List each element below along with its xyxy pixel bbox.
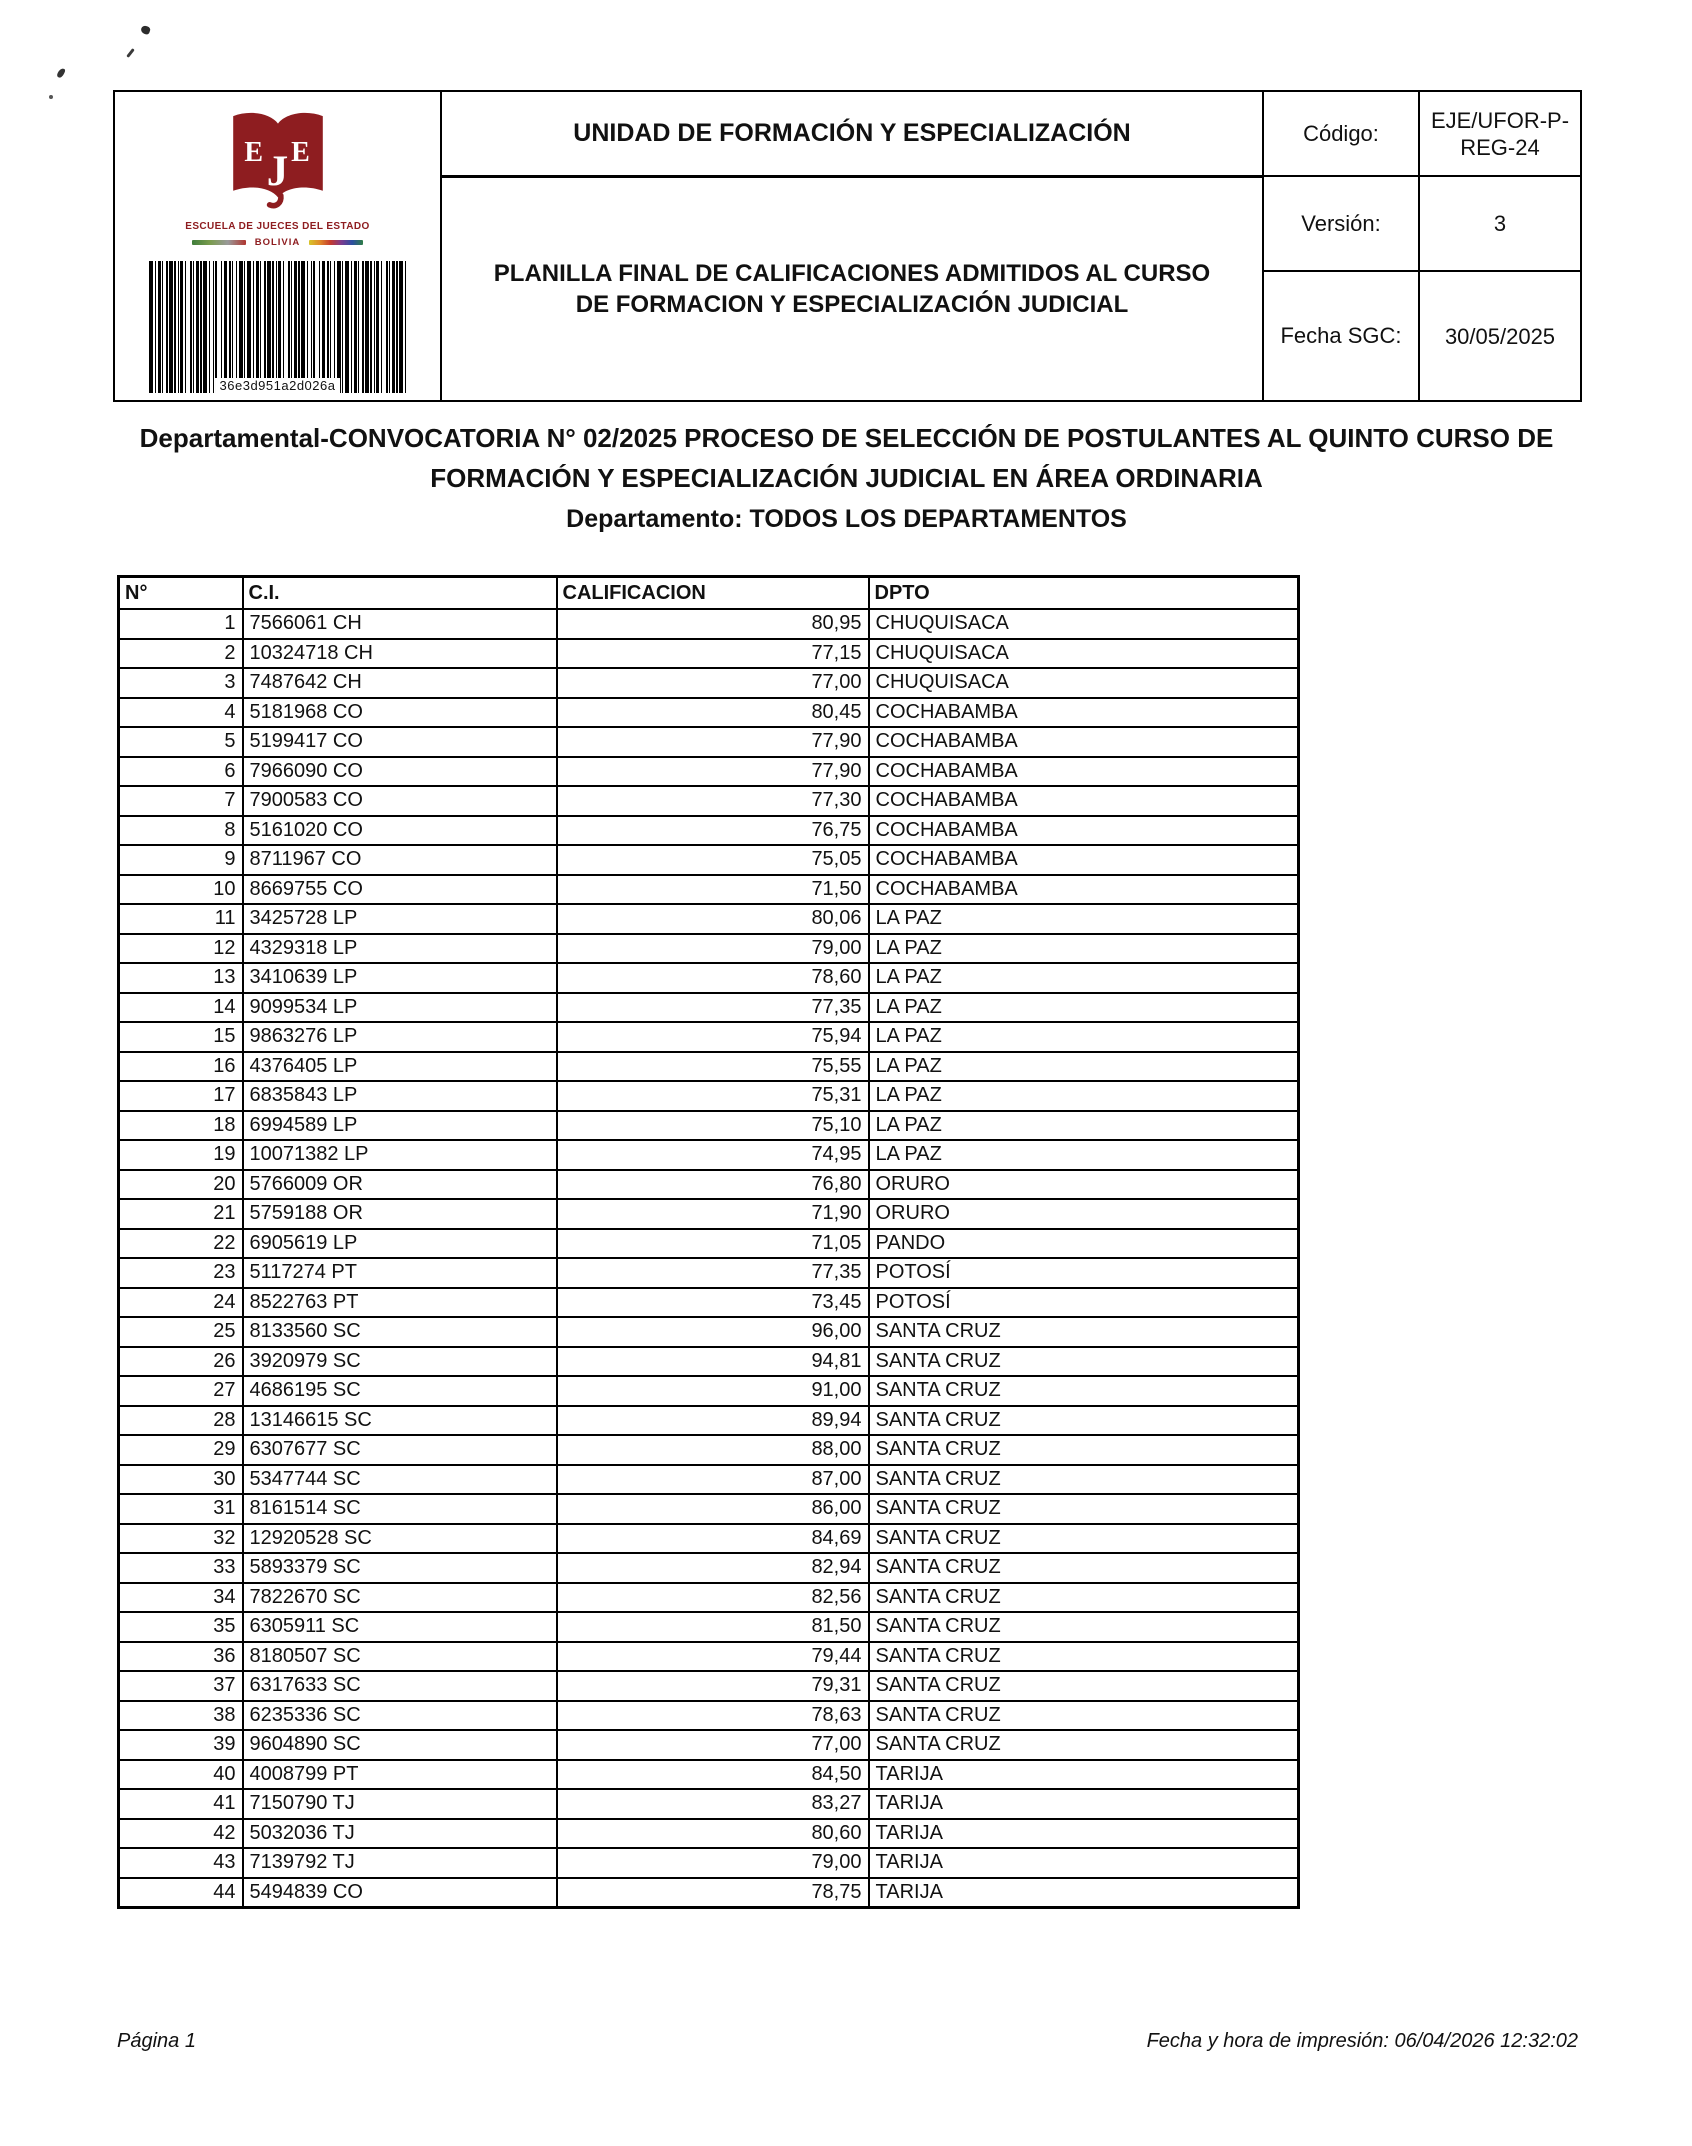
cell-num: 6 (119, 757, 243, 787)
table-row (119, 1789, 1299, 1819)
table-row (119, 1229, 1299, 1259)
cell-dpto: ORURO (869, 1170, 1299, 1200)
cell-ci: 9863276 LP (243, 1022, 557, 1052)
cell-dpto: POTOSÍ (869, 1288, 1299, 1318)
cell-dpto: LA PAZ (869, 934, 1299, 964)
cell-num: 26 (119, 1347, 243, 1377)
unit-title: UNIDAD DE FORMACIÓN Y ESPECIALIZACIÓN (441, 91, 1263, 176)
cell-ci: 8711967 CO (243, 845, 557, 875)
table-row (119, 1111, 1299, 1141)
cell-dpto: SANTA CRUZ (869, 1730, 1299, 1760)
org-name: ESCUELA DE JUECES DEL ESTADO (185, 220, 370, 232)
cell-dpto: LA PAZ (869, 1052, 1299, 1082)
cell-calificacion: 78,63 (557, 1701, 869, 1731)
cell-num: 38 (119, 1701, 243, 1731)
cell-dpto: SANTA CRUZ (869, 1701, 1299, 1731)
cell-calificacion: 88,00 (557, 1435, 869, 1465)
scan-artifact (49, 95, 53, 99)
cell-ci: 7966090 CO (243, 757, 557, 787)
cell-dpto: TARIJA (869, 1819, 1299, 1849)
cell-calificacion: 79,31 (557, 1671, 869, 1701)
table-row (119, 1170, 1299, 1200)
cell-ci: 6307677 SC (243, 1435, 557, 1465)
cell-num: 10 (119, 875, 243, 905)
logo-letter: E (290, 136, 310, 168)
convocatoria-line1: Departamental-CONVOCATORIA N° 02/2025 PROCESO DE SELECCIÓN DE POSTULANTES AL QUINTO CURSO DE (139, 423, 1554, 453)
cell-calificacion: 96,00 (557, 1317, 869, 1347)
cell-num: 27 (119, 1376, 243, 1406)
cell-ci: 8180507 SC (243, 1642, 557, 1672)
cell-num: 25 (119, 1317, 243, 1347)
cell-dpto: LA PAZ (869, 993, 1299, 1023)
cell-num: 33 (119, 1553, 243, 1583)
cell-ci: 4329318 LP (243, 934, 557, 964)
table-row (119, 609, 1299, 639)
codigo-label: Código: (1263, 91, 1419, 176)
cell-ci: 8669755 CO (243, 875, 557, 905)
cell-calificacion: 87,00 (557, 1465, 869, 1495)
cell-ci: 4376405 LP (243, 1052, 557, 1082)
table-row (119, 1760, 1299, 1790)
cell-calificacion: 83,27 (557, 1789, 869, 1819)
cell-num: 2 (119, 639, 243, 669)
cell-num: 36 (119, 1642, 243, 1672)
table-row (119, 1435, 1299, 1465)
scan-artifact (140, 25, 151, 35)
scan-artifact (56, 67, 66, 79)
column-header-ci: C.I. (243, 577, 557, 610)
table-row (119, 1081, 1299, 1111)
document-title (441, 176, 1263, 401)
cell-dpto: SANTA CRUZ (869, 1435, 1299, 1465)
cell-ci: 5199417 CO (243, 727, 557, 757)
cell-ci: 5347744 SC (243, 1465, 557, 1495)
cell-ci: 5117274 PT (243, 1258, 557, 1288)
cell-calificacion: 82,94 (557, 1553, 869, 1583)
table-row (119, 1848, 1299, 1878)
cell-dpto: ORURO (869, 1199, 1299, 1229)
cell-ci: 13146615 SC (243, 1406, 557, 1436)
cell-calificacion: 77,90 (557, 757, 869, 787)
cell-ci: 4008799 PT (243, 1760, 557, 1790)
cell-calificacion: 77,00 (557, 1730, 869, 1760)
cell-calificacion: 78,60 (557, 963, 869, 993)
column-header-num: N° (119, 577, 243, 610)
table-row (119, 757, 1299, 787)
cell-dpto: COCHABAMBA (869, 786, 1299, 816)
cell-num: 7 (119, 786, 243, 816)
table-row (119, 698, 1299, 728)
cell-calificacion: 73,45 (557, 1288, 869, 1318)
cell-dpto: LA PAZ (869, 1081, 1299, 1111)
cell-ci: 6305911 SC (243, 1612, 557, 1642)
cell-calificacion: 77,00 (557, 668, 869, 698)
table-row (119, 875, 1299, 905)
cell-ci: 5181968 CO (243, 698, 557, 728)
cell-ci: 7822670 SC (243, 1583, 557, 1613)
cell-dpto: LA PAZ (869, 1111, 1299, 1141)
cell-ci: 3920979 SC (243, 1347, 557, 1377)
table-row (119, 845, 1299, 875)
table-header-row (119, 577, 1299, 610)
logo-cell (114, 91, 441, 401)
cell-num: 13 (119, 963, 243, 993)
cell-num: 42 (119, 1819, 243, 1849)
table-row (119, 1258, 1299, 1288)
cell-ci: 8522763 PT (243, 1288, 557, 1318)
table-row (119, 1199, 1299, 1229)
header-box (113, 90, 1582, 402)
cell-calificacion: 79,00 (557, 934, 869, 964)
cell-calificacion: 77,30 (557, 786, 869, 816)
cell-calificacion: 75,05 (557, 845, 869, 875)
cell-num: 21 (119, 1199, 243, 1229)
cell-dpto: COCHABAMBA (869, 727, 1299, 757)
cell-num: 4 (119, 698, 243, 728)
cell-ci: 7487642 CH (243, 668, 557, 698)
cell-calificacion: 82,56 (557, 1583, 869, 1613)
cell-calificacion: 76,75 (557, 816, 869, 846)
table-row (119, 1140, 1299, 1170)
table-row (119, 1376, 1299, 1406)
barcode (149, 261, 407, 393)
codigo-value: EJE/UFOR-P-REG-24 (1419, 91, 1581, 176)
cell-dpto: CHUQUISACA (869, 639, 1299, 669)
table-row (119, 1671, 1299, 1701)
cell-ci: 4686195 SC (243, 1376, 557, 1406)
cell-calificacion: 89,94 (557, 1406, 869, 1436)
eje-book-logo-icon (222, 108, 334, 217)
scan-artifact (126, 48, 135, 58)
cell-calificacion: 80,95 (557, 609, 869, 639)
cell-dpto: LA PAZ (869, 1140, 1299, 1170)
cell-dpto: COCHABAMBA (869, 757, 1299, 787)
cell-ci: 5032036 TJ (243, 1819, 557, 1849)
cell-num: 28 (119, 1406, 243, 1436)
table-row (119, 1524, 1299, 1554)
table-row (119, 1288, 1299, 1318)
cell-dpto: SANTA CRUZ (869, 1465, 1299, 1495)
cell-ci: 10071382 LP (243, 1140, 557, 1170)
cell-dpto: TARIJA (869, 1789, 1299, 1819)
cell-dpto: SANTA CRUZ (869, 1376, 1299, 1406)
cell-num: 5 (119, 727, 243, 757)
cell-calificacion: 80,45 (557, 698, 869, 728)
cell-ci: 6235336 SC (243, 1701, 557, 1731)
document-title-line2: DE FORMACION Y ESPECIALIZACIÓN JUDICIAL (575, 290, 1129, 318)
cell-calificacion: 71,90 (557, 1199, 869, 1229)
cell-num: 18 (119, 1111, 243, 1141)
cell-dpto: SANTA CRUZ (869, 1347, 1299, 1377)
flag-stripe-right (309, 240, 363, 245)
cell-num: 44 (119, 1878, 243, 1908)
cell-dpto: LA PAZ (869, 1022, 1299, 1052)
cell-calificacion: 75,94 (557, 1022, 869, 1052)
cell-dpto: SANTA CRUZ (869, 1524, 1299, 1554)
convocatoria-heading (113, 418, 1580, 539)
logo-letter: J (266, 147, 288, 195)
table-row (119, 1730, 1299, 1760)
cell-calificacion: 91,00 (557, 1376, 869, 1406)
cell-dpto: CHUQUISACA (869, 668, 1299, 698)
cell-dpto: COCHABAMBA (869, 845, 1299, 875)
cell-ci: 10324718 CH (243, 639, 557, 669)
cell-num: 41 (119, 1789, 243, 1819)
cell-num: 16 (119, 1052, 243, 1082)
cell-num: 31 (119, 1494, 243, 1524)
table-row (119, 1583, 1299, 1613)
cell-calificacion: 79,00 (557, 1848, 869, 1878)
cell-dpto: COCHABAMBA (869, 816, 1299, 846)
cell-ci: 7900583 CO (243, 786, 557, 816)
cell-dpto: LA PAZ (869, 963, 1299, 993)
cell-num: 17 (119, 1081, 243, 1111)
cell-num: 3 (119, 668, 243, 698)
cell-num: 14 (119, 993, 243, 1023)
cell-num: 19 (119, 1140, 243, 1170)
cell-num: 39 (119, 1730, 243, 1760)
table-row (119, 1612, 1299, 1642)
table-row (119, 904, 1299, 934)
table-row (119, 1701, 1299, 1731)
cell-ci: 8133560 SC (243, 1317, 557, 1347)
table-row (119, 1819, 1299, 1849)
cell-num: 20 (119, 1170, 243, 1200)
cell-ci: 5759188 OR (243, 1199, 557, 1229)
cell-num: 22 (119, 1229, 243, 1259)
cell-calificacion: 76,80 (557, 1170, 869, 1200)
table-row (119, 1052, 1299, 1082)
cell-dpto: SANTA CRUZ (869, 1583, 1299, 1613)
document-title-line1: PLANILLA FINAL DE CALIFICACIONES ADMITIDOS AL CURSO (493, 259, 1211, 287)
cell-num: 30 (119, 1465, 243, 1495)
cell-calificacion: 81,50 (557, 1612, 869, 1642)
table-row (119, 1317, 1299, 1347)
cell-calificacion: 74,95 (557, 1140, 869, 1170)
table-row (119, 934, 1299, 964)
cell-dpto: COCHABAMBA (869, 875, 1299, 905)
cell-dpto: SANTA CRUZ (869, 1553, 1299, 1583)
table-body (119, 609, 1299, 1908)
cell-dpto: SANTA CRUZ (869, 1317, 1299, 1347)
cell-num: 32 (119, 1524, 243, 1554)
cell-num: 24 (119, 1288, 243, 1318)
table-row (119, 1465, 1299, 1495)
cell-calificacion: 79,44 (557, 1642, 869, 1672)
cell-dpto: TARIJA (869, 1760, 1299, 1790)
cell-ci: 6835843 LP (243, 1081, 557, 1111)
cell-dpto: POTOSÍ (869, 1258, 1299, 1288)
table-row (119, 639, 1299, 669)
cell-ci: 7150790 TJ (243, 1789, 557, 1819)
table-row (119, 1494, 1299, 1524)
cell-dpto: TARIJA (869, 1848, 1299, 1878)
table-row (119, 668, 1299, 698)
cell-calificacion: 94,81 (557, 1347, 869, 1377)
cell-calificacion: 71,50 (557, 875, 869, 905)
cell-calificacion: 77,90 (557, 727, 869, 757)
country-label: BOLIVIA (254, 236, 301, 248)
cell-calificacion: 86,00 (557, 1494, 869, 1524)
cell-calificacion: 75,31 (557, 1081, 869, 1111)
table-row (119, 963, 1299, 993)
cell-ci: 7566061 CH (243, 609, 557, 639)
departamento-line: Departamento: TODOS LOS DEPARTAMENTOS (566, 505, 1127, 533)
table-row (119, 1642, 1299, 1672)
cell-num: 9 (119, 845, 243, 875)
cell-calificacion: 78,75 (557, 1878, 869, 1908)
cell-dpto: COCHABAMBA (869, 698, 1299, 728)
cell-calificacion: 77,15 (557, 639, 869, 669)
cell-ci: 6317633 SC (243, 1671, 557, 1701)
version-value: 3 (1419, 176, 1581, 271)
cell-ci: 3425728 LP (243, 904, 557, 934)
cell-num: 23 (119, 1258, 243, 1288)
cell-calificacion: 75,10 (557, 1111, 869, 1141)
table-row (119, 993, 1299, 1023)
cell-calificacion: 77,35 (557, 993, 869, 1023)
version-label: Versión: (1263, 176, 1419, 271)
fecha-sgc-value: 30/05/2025 (1419, 271, 1581, 401)
print-timestamp: Fecha y hora de impresión: 06/04/2026 12:32:02 (1146, 2030, 1578, 2052)
table-row (119, 1553, 1299, 1583)
cell-num: 15 (119, 1022, 243, 1052)
table-row (119, 727, 1299, 757)
cell-num: 34 (119, 1583, 243, 1613)
table-row (119, 1022, 1299, 1052)
cell-ci: 7139792 TJ (243, 1848, 557, 1878)
cell-ci: 8161514 SC (243, 1494, 557, 1524)
cell-num: 37 (119, 1671, 243, 1701)
cell-num: 35 (119, 1612, 243, 1642)
fecha-sgc-label: Fecha SGC: (1263, 271, 1419, 401)
cell-dpto: TARIJA (869, 1878, 1299, 1908)
convocatoria-line2: FORMACIÓN Y ESPECIALIZACIÓN JUDICIAL EN ÁREA ORDINARIA (430, 463, 1263, 493)
table-row (119, 1878, 1299, 1908)
cell-dpto: CHUQUISACA (869, 609, 1299, 639)
cell-ci: 5161020 CO (243, 816, 557, 846)
cell-calificacion: 75,55 (557, 1052, 869, 1082)
cell-dpto: SANTA CRUZ (869, 1494, 1299, 1524)
cell-calificacion: 80,60 (557, 1819, 869, 1849)
cell-calificacion: 80,06 (557, 904, 869, 934)
cell-calificacion: 84,69 (557, 1524, 869, 1554)
column-header-calificacion: CALIFICACION (557, 577, 869, 610)
cell-num: 40 (119, 1760, 243, 1790)
flag-stripe-left (192, 240, 246, 245)
cell-dpto: SANTA CRUZ (869, 1612, 1299, 1642)
cell-calificacion: 77,35 (557, 1258, 869, 1288)
cell-calificacion: 84,50 (557, 1760, 869, 1790)
cell-ci: 12920528 SC (243, 1524, 557, 1554)
column-header-dpto: DPTO (869, 577, 1299, 610)
barcode-text: 36e3d951a2d026a (215, 378, 341, 393)
cell-num: 12 (119, 934, 243, 964)
table-row (119, 1406, 1299, 1436)
cell-calificacion: 71,05 (557, 1229, 869, 1259)
cell-num: 1 (119, 609, 243, 639)
cell-ci: 6994589 LP (243, 1111, 557, 1141)
calificaciones-table (117, 575, 1300, 1909)
cell-ci: 5494839 CO (243, 1878, 557, 1908)
page-number: Página 1 (117, 2030, 196, 2052)
cell-num: 43 (119, 1848, 243, 1878)
cell-ci: 5893379 SC (243, 1553, 557, 1583)
cell-dpto: LA PAZ (869, 904, 1299, 934)
cell-ci: 9099534 LP (243, 993, 557, 1023)
cell-ci: 3410639 LP (243, 963, 557, 993)
cell-ci: 5766009 OR (243, 1170, 557, 1200)
cell-num: 29 (119, 1435, 243, 1465)
cell-dpto: SANTA CRUZ (869, 1406, 1299, 1436)
cell-dpto: SANTA CRUZ (869, 1642, 1299, 1672)
table-row (119, 786, 1299, 816)
cell-dpto: SANTA CRUZ (869, 1671, 1299, 1701)
cell-ci: 9604890 SC (243, 1730, 557, 1760)
cell-ci: 6905619 LP (243, 1229, 557, 1259)
cell-num: 11 (119, 904, 243, 934)
cell-dpto: PANDO (869, 1229, 1299, 1259)
table-row (119, 816, 1299, 846)
table-row (119, 1347, 1299, 1377)
cell-num: 8 (119, 816, 243, 846)
logo-letter: E (243, 136, 263, 168)
